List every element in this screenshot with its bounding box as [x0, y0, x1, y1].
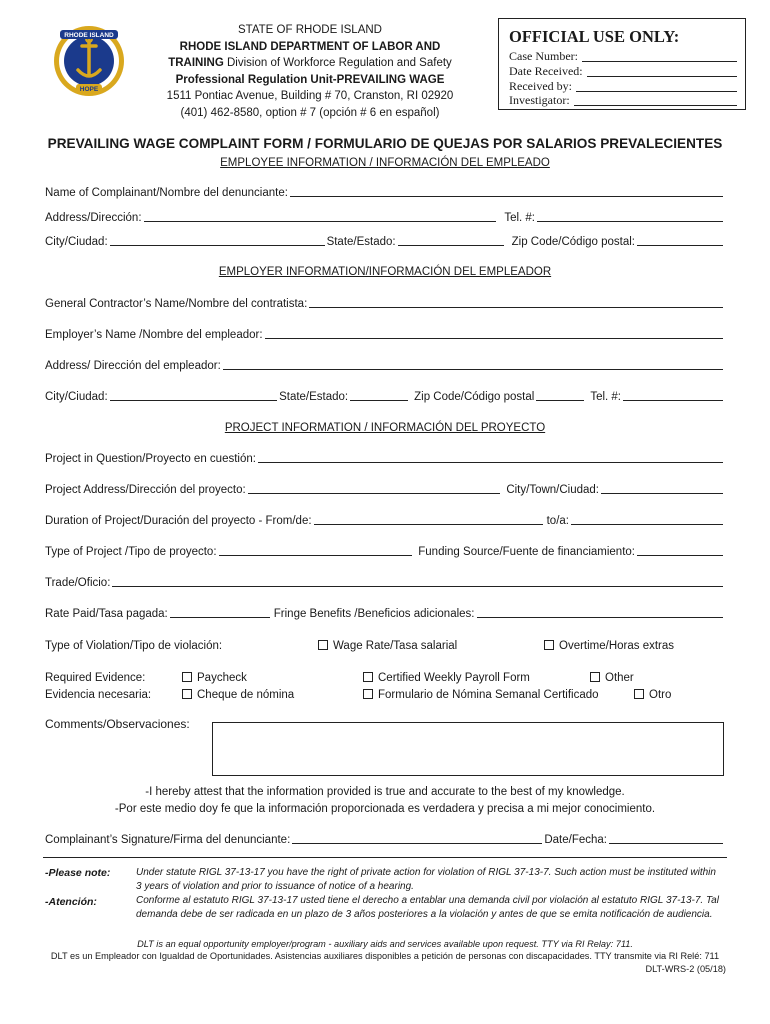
other-checkbox[interactable]: [590, 672, 600, 682]
formulario-nomina-option[interactable]: [363, 689, 599, 701]
other-text: Other: [605, 672, 634, 684]
employee-tel-label: Tel. #:: [504, 212, 535, 224]
atencion-label: -Atención:: [45, 896, 97, 908]
duration-to-label: to/a:: [546, 515, 569, 527]
duration-from-field[interactable]: [314, 514, 543, 525]
paycheck-option[interactable]: [182, 672, 247, 684]
otro-option[interactable]: [634, 689, 671, 701]
paycheck-checkbox[interactable]: [182, 672, 192, 682]
evidencia-necesaria-label: Evidencia necesaria:: [45, 689, 152, 701]
agency-header: [150, 22, 470, 121]
signature-date-field[interactable]: [609, 833, 723, 844]
please-note-label: -Please note:: [45, 867, 111, 879]
trade-field[interactable]: [112, 576, 723, 587]
rate-paid-label: Rate Paid/Tasa pagada:: [45, 608, 168, 620]
employee-address-label: Address/Dirección:: [45, 212, 142, 224]
signature-label: Complainant’s Signature/Firma del denunciante:: [45, 834, 291, 846]
cheque-option[interactable]: [182, 689, 294, 701]
employee-state-label: State/Estado:: [326, 236, 396, 248]
overtime-option[interactable]: [544, 640, 674, 652]
divider: [43, 857, 727, 858]
date-received-label: Date Received:: [509, 64, 583, 78]
formulario-nomina-text: Formulario de Nómina Semanal Certificado: [378, 689, 599, 701]
duration-to-field[interactable]: [571, 514, 723, 525]
employer-state-label: State/Estado:: [279, 391, 349, 403]
signature-date-label: Date/Fecha:: [544, 834, 607, 846]
certified-payroll-checkbox[interactable]: [363, 672, 373, 682]
employee-tel-field[interactable]: [537, 211, 723, 222]
employee-state-field[interactable]: [398, 235, 504, 246]
training-word: TRAINING: [168, 57, 224, 69]
employee-city-label: City/Ciudad:: [45, 236, 108, 248]
date-received-field[interactable]: [587, 64, 737, 77]
overtime-checkbox[interactable]: [544, 640, 554, 650]
fringe-benefits-field[interactable]: [477, 607, 724, 618]
otro-text: Otro: [649, 689, 672, 701]
case-number-field[interactable]: [582, 49, 737, 62]
agency-phone: (401) 462-8580, option # 7 (opción # 6 en español): [180, 106, 440, 119]
note-spanish-line2: demanda debe de ser radicada en un plazo de 3 años posteriores a la violación y antes de que se emita notificación de audiencia.: [136, 909, 713, 920]
department-name: RHODE ISLAND DEPARTMENT OF LABOR AND: [179, 40, 441, 53]
formulario-nomina-checkbox[interactable]: [363, 689, 373, 699]
employer-tel-field[interactable]: [623, 390, 723, 401]
unit-name: Professional Regulation Unit-PREVAILING WAGE: [175, 73, 445, 86]
project-city-label: City/Town/Ciudad:: [506, 484, 599, 496]
employee-city-field[interactable]: [110, 235, 325, 246]
gc-name-label: General Contractor’s Name/Nombre del contratista:: [45, 298, 308, 310]
complainant-name-field[interactable]: [290, 186, 723, 197]
form-number: DLT-WRS-2 (05/18): [645, 964, 726, 974]
project-address-label: Project Address/Dirección del proyecto:: [45, 484, 246, 496]
footer-spanish: DLT es un Empleador con Igualdad de Oportunidades. Asistencias auxiliares disponibles a petición de personas con discapacidades. TTY transmite via RI Relé: 711: [50, 951, 720, 961]
employee-address-field[interactable]: [144, 211, 497, 222]
paycheck-text: Paycheck: [197, 672, 247, 684]
case-number-label: Case Number:: [509, 49, 578, 63]
form-title: PREVAILING WAGE COMPLAINT FORM / FORMULARIO DE QUEJAS POR SALARIOS PREVALECIENTES: [47, 136, 723, 151]
other-option[interactable]: [590, 672, 634, 684]
funding-source-field[interactable]: [637, 545, 723, 556]
employer-city-field[interactable]: [110, 390, 277, 401]
project-address-field[interactable]: [248, 483, 501, 494]
gc-name-field[interactable]: [309, 297, 723, 308]
certified-payroll-option[interactable]: [363, 672, 530, 684]
state-seal-logo: [52, 24, 126, 98]
project-city-field[interactable]: [601, 483, 723, 494]
employer-zip-field[interactable]: [536, 390, 584, 401]
employer-address-field[interactable]: [223, 359, 723, 370]
received-by-field[interactable]: [576, 79, 737, 92]
attest-english: -I hereby attest that the information provided is true and accurate to the best of my knowledge.: [145, 786, 625, 798]
fringe-benefits-label: Fringe Benefits /Beneficios adicionales:: [273, 608, 475, 620]
investigator-label: Investigator:: [509, 93, 570, 107]
employee-zip-label: Zip Code/Código postal:: [511, 236, 635, 248]
overtime-text: Overtime/Horas extras: [559, 640, 675, 652]
rate-paid-field[interactable]: [170, 607, 270, 618]
duration-from-label: Duration of Project/Duración del proyecto - From/de:: [45, 515, 312, 527]
official-use-box: [498, 18, 746, 110]
project-question-label: Project in Question/Proyecto en cuestión:: [45, 453, 256, 465]
employee-section-heading: EMPLOYEE INFORMATION / INFORMACIÓN DEL EMPLEADO: [220, 157, 550, 169]
svg-text:RHODE ISLAND: RHODE ISLAND: [64, 32, 114, 39]
wage-rate-option[interactable]: [318, 640, 457, 652]
trade-label: Trade/Oficio:: [45, 577, 111, 589]
required-evidence-label: Required Evidence:: [45, 672, 146, 684]
wage-rate-checkbox[interactable]: [318, 640, 328, 650]
comments-label: Comments/Observaciones:: [45, 717, 190, 731]
complainant-name-label: Name of Complainant/Nombre del denunciante:: [45, 187, 288, 199]
footer-english: DLT is an equal opportunity employer/program - auxiliary aids and services available upon request. TTY via RI Relay: 711.: [137, 939, 633, 949]
employer-name-label: Employer’s Name /Nombre del empleador:: [45, 329, 263, 341]
certified-payroll-text: Certified Weekly Payroll Form: [378, 672, 530, 684]
employer-tel-label: Tel. #:: [590, 391, 621, 403]
note-english-line1: Under statute RIGL 37-13-17 you have the right of private action for violation of RIGL 37-13-7. Such action must be instituted within: [136, 867, 716, 878]
violation-type-label: Type of Violation/Tipo de violación:: [45, 640, 223, 652]
employer-address-label: Address/ Dirección del empleador:: [45, 360, 221, 372]
employer-state-field[interactable]: [350, 390, 408, 401]
project-type-label: Type of Project /Tipo de proyecto:: [45, 546, 217, 558]
cheque-checkbox[interactable]: [182, 689, 192, 699]
project-question-field[interactable]: [258, 452, 723, 463]
agency-address: 1511 Pontiac Avenue, Building # 70, Cranston, RI 02920: [166, 90, 454, 102]
note-spanish-line1: Conforme al estatuto RIGL 37-13-17 usted tiene el derecho a entablar una demanda civil por violación al estatuto RIGL 37-13-7. Tal: [136, 895, 719, 906]
investigator-field[interactable]: [574, 93, 737, 106]
svg-text:HOPE: HOPE: [79, 86, 99, 93]
state-name: STATE OF RHODE ISLAND: [238, 24, 382, 36]
cheque-text: Cheque de nómina: [197, 689, 295, 701]
note-english-line2: 3 years of violation and prior to issuance of notice of a hearing.: [136, 881, 414, 892]
official-use-title: OFFICIAL USE ONLY:: [509, 27, 680, 46]
attest-spanish: -Por este medio doy fe que la información proporcionada es verdadera y precisa a mi mejor conocimiento.: [114, 803, 656, 815]
employer-section-heading: EMPLOYER INFORMATION/INFORMACIÓN DEL EMPLEADOR: [218, 266, 552, 278]
wage-rate-text: Wage Rate/Tasa salarial: [333, 640, 458, 652]
funding-source-label: Funding Source/Fuente de financiamiento:: [418, 546, 635, 558]
comments-textarea[interactable]: [212, 722, 724, 776]
otro-checkbox[interactable]: [634, 689, 644, 699]
employer-city-label: City/Ciudad:: [45, 391, 108, 403]
note-english: [136, 866, 726, 922]
division-name: Division of Workforce Regulation and Safety: [223, 57, 452, 69]
project-section-heading: PROJECT INFORMATION / INFORMACIÓN DEL PROYECTO: [224, 422, 546, 434]
employer-name-field[interactable]: [265, 328, 723, 339]
employer-zip-label: Zip Code/Código postal: [414, 391, 535, 403]
employee-zip-field[interactable]: [637, 235, 723, 246]
signature-field[interactable]: [292, 833, 542, 844]
project-type-field[interactable]: [219, 545, 413, 556]
received-by-label: Received by:: [509, 79, 572, 93]
